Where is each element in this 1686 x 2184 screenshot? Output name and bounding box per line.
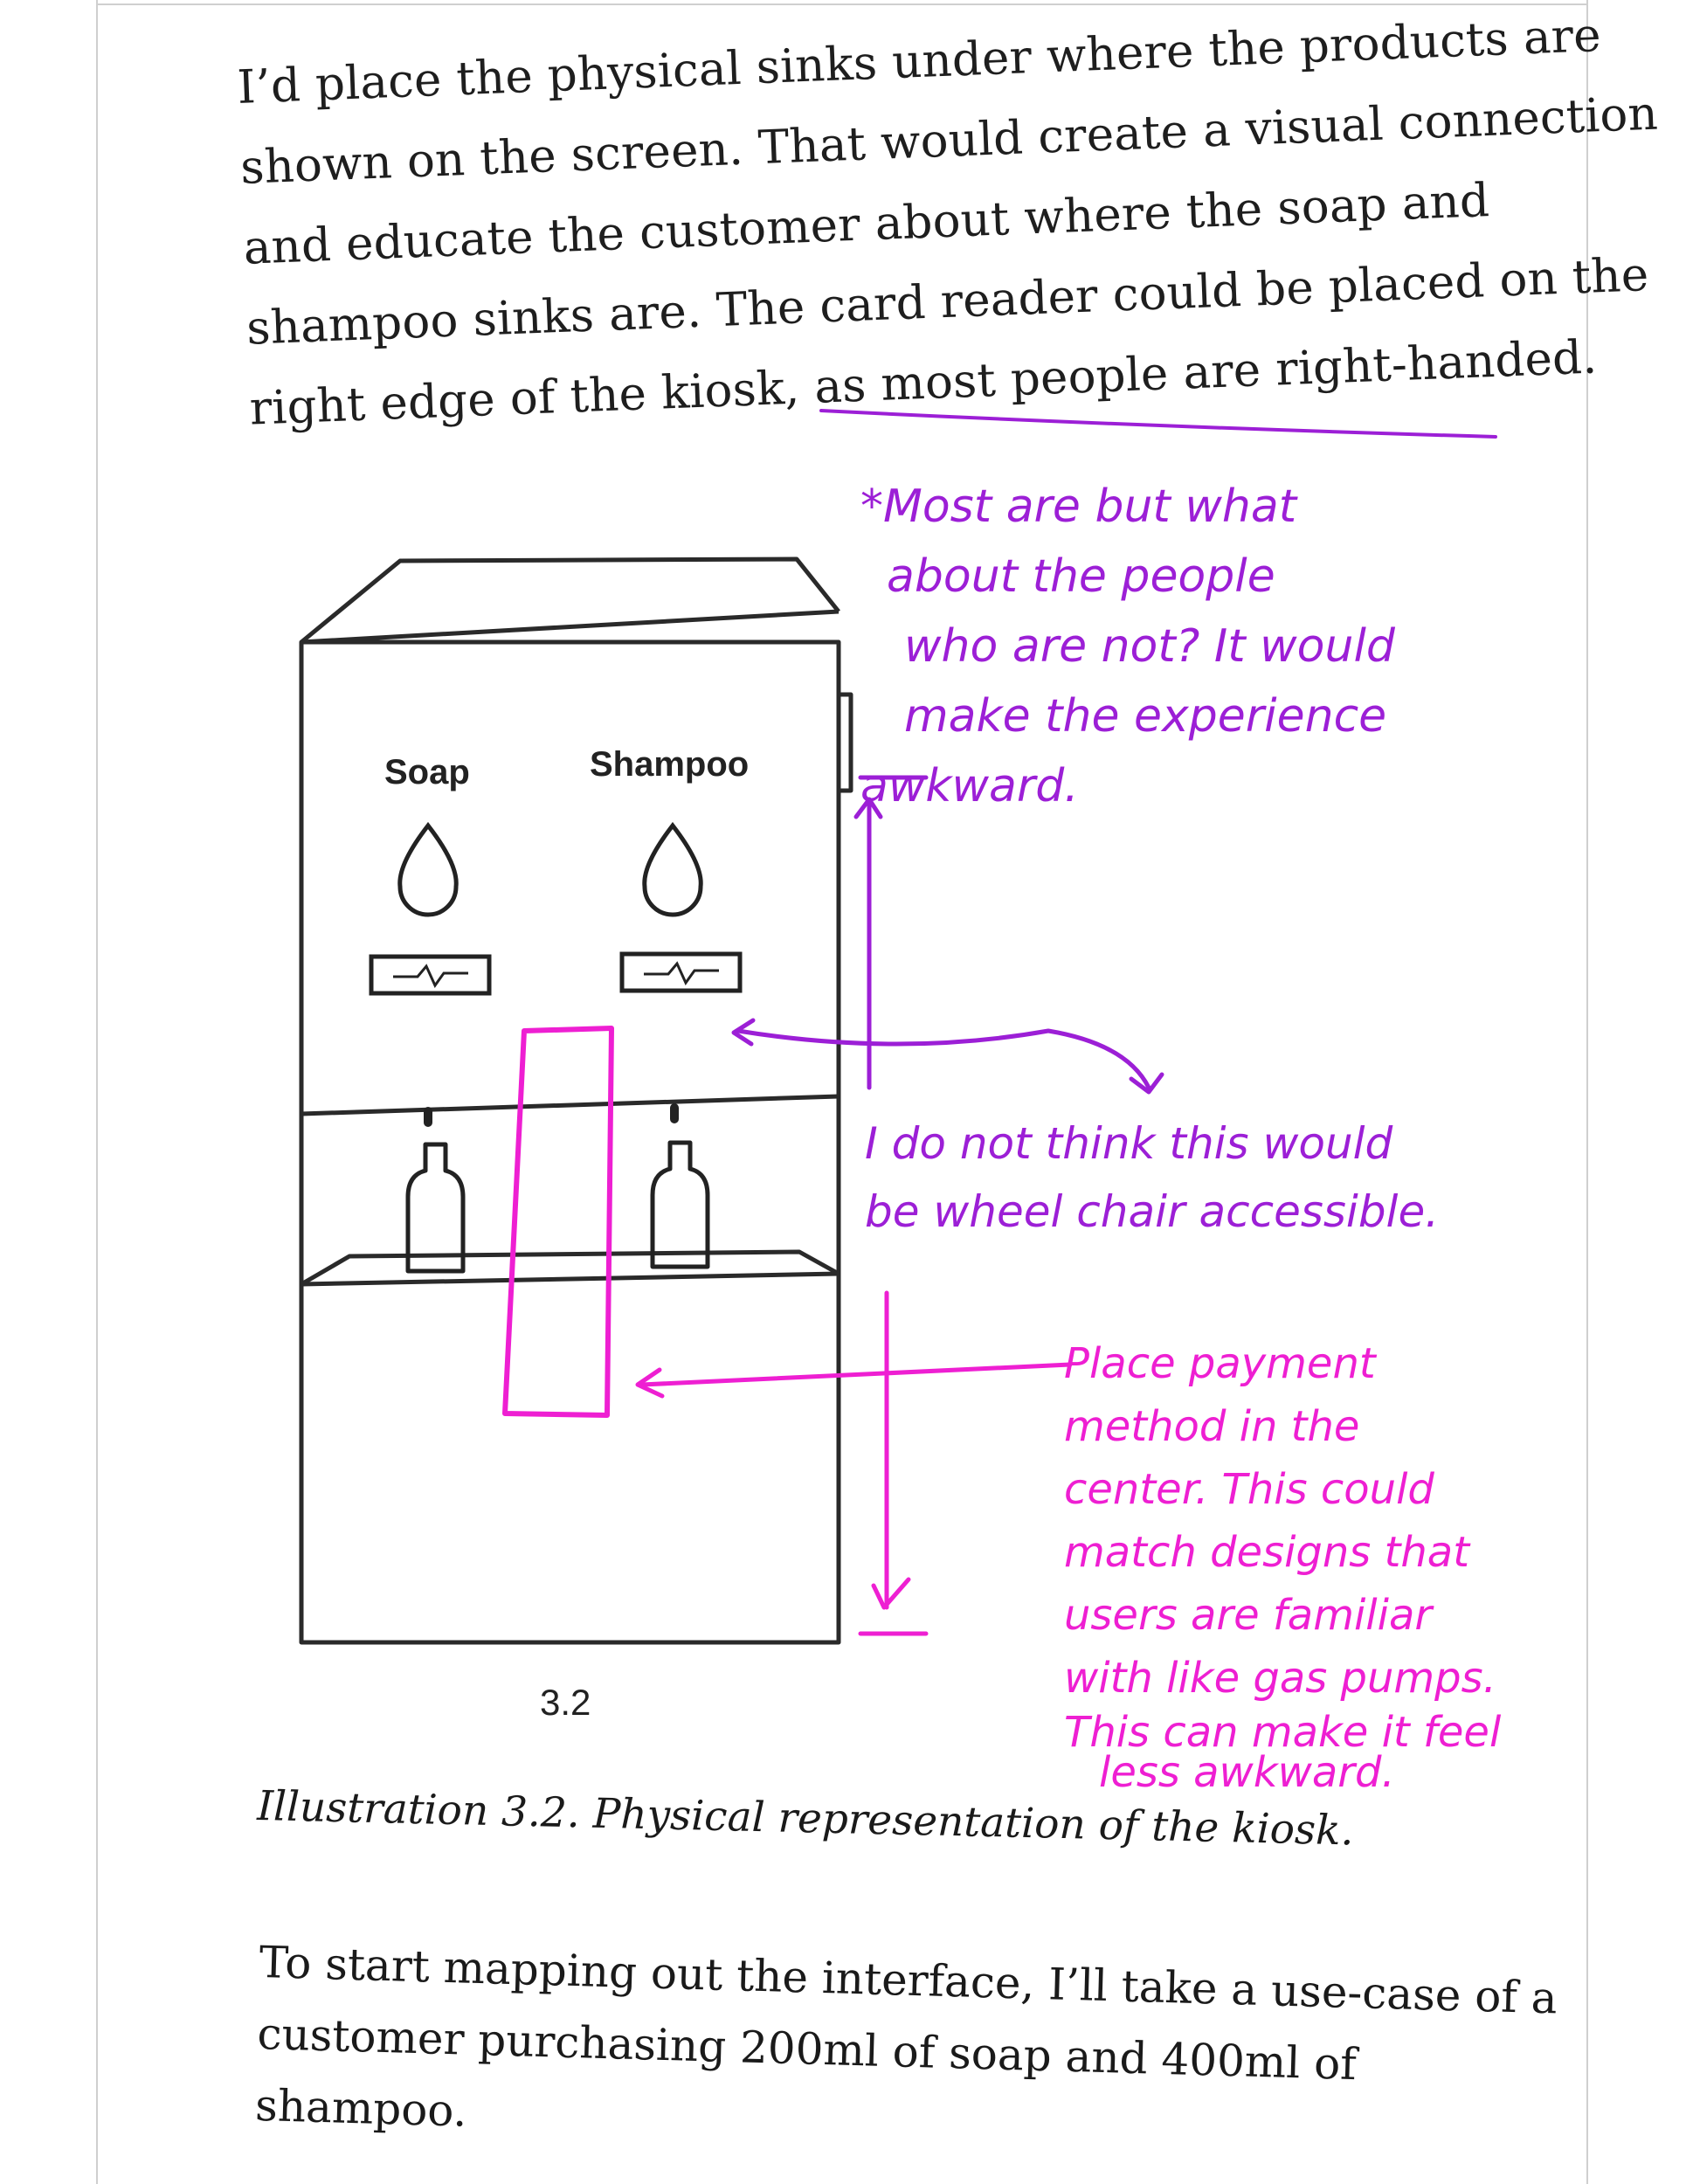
soap-drop-icon [400,826,456,915]
outro-line: To start mapping out the interface, I’ll take a use-case of a [259,1936,1558,2024]
kiosk-shelf-front [301,1274,839,1284]
card-reader-slot [839,695,851,791]
note-line: who are not? It would [904,620,1395,673]
kiosk-top-edge [301,612,839,642]
note-line: I do not think this would [865,1118,1393,1169]
note-line: method in the [1064,1402,1360,1451]
note-line: match designs that [1064,1528,1470,1577]
reach-arrow [734,778,1162,1092]
kiosk-frame [301,642,839,1642]
note-line: be wheel chair accessible. [865,1186,1440,1237]
soap-button-wave [393,966,468,985]
note-line: users are familiar [1064,1591,1433,1640]
kiosk-roof [301,559,839,642]
note-line: with like gas pumps. [1064,1654,1496,1703]
intro-line: right edge of the kiosk, as most people are right-handed. [248,330,1599,436]
note-line: about the people [887,550,1275,603]
intro-line: I’d place the physical sinks under where the products are [236,9,1602,114]
outro-paragraph [254,1926,1570,2178]
payment-arrow [638,1293,1070,1634]
note-line: *Most are but what [860,480,1297,533]
payment-note [1064,1332,1502,1797]
intro-line: shown on the screen. That would create a visual connection [239,86,1659,195]
note-line: make the experience [904,690,1387,743]
handed-underline [821,411,1496,437]
right-handed-note [860,472,1395,821]
note-line: less awkward. [1099,1748,1395,1797]
note-line: awkward. [860,760,1079,812]
outro-line: customer purchasing 200ml of soap and 400ml of [256,2008,1358,2091]
shampoo-drop-icon [645,826,701,915]
intro-line: and educate the customer about where the soap and [242,174,1491,275]
shampoo-label: Shampoo [590,745,750,784]
outro-line: shampoo. [254,2079,468,2137]
note-line: Place payment [1064,1339,1376,1388]
soap-bottle [408,1144,463,1271]
shampoo-button-wave [644,964,719,983]
wheelchair-note [865,1109,1439,1246]
note-line: center. This could [1064,1465,1434,1514]
kiosk-divider-upper [301,1096,839,1114]
note-line: This can make it feel [1064,1708,1502,1757]
wheelchair-arrow [738,1031,1149,1088]
kiosk-body [301,559,851,1642]
shampoo-bottle [653,1143,708,1267]
figure-caption: Illustration 3.2. Physical representation of the kiosk. [256,1782,1355,1856]
figure-number: 3.2 [540,1682,591,1723]
payment-slot-sketch [505,1028,612,1415]
intro-line: shampoo sinks are. The card reader could be placed on the [245,248,1650,356]
soap-label: Soap [384,753,470,791]
